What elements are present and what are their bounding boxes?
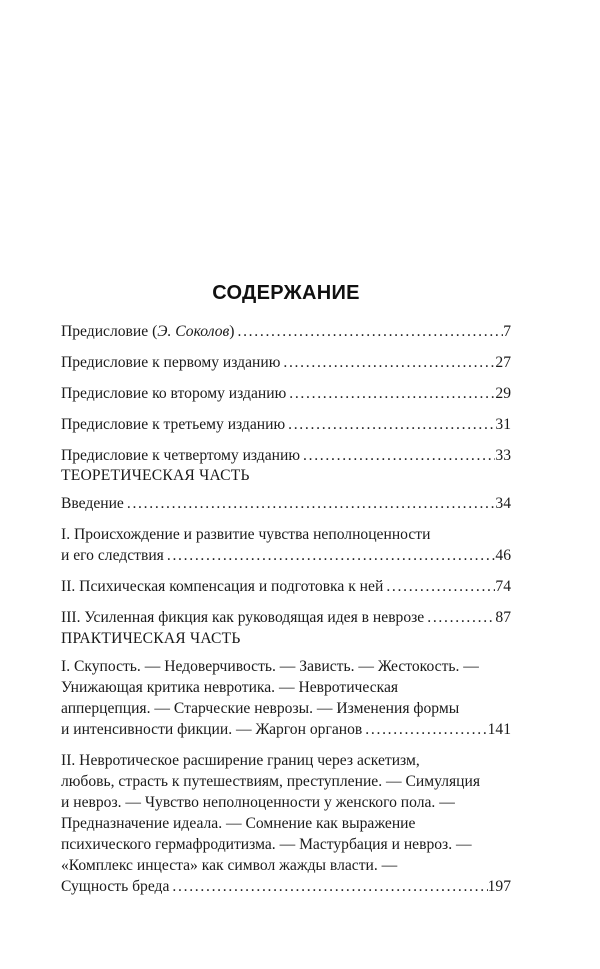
section-heading: ТЕОРЕТИЧЕСКАЯ ЧАСТЬ	[61, 467, 250, 484]
leader-dots	[286, 383, 495, 404]
page-number: 29	[495, 385, 511, 402]
leader-dots	[169, 876, 487, 897]
entry-title: Предисловие к третьему изданию	[61, 416, 286, 433]
entry-title-line: апперцепция. — Старческие неврозы. — Изменения формы	[61, 700, 460, 717]
leader-dots	[424, 607, 495, 628]
page-number: 141	[487, 721, 511, 738]
entry-title-line: Унижающая критика невротика. — Невротическая	[61, 679, 399, 696]
entry-title: Предисловие к четвертому изданию	[61, 447, 301, 464]
entry-title: Предисловие ко второму изданию	[61, 385, 287, 402]
leader-dots	[234, 321, 503, 342]
entry-title-line: любовь, страсть к путешествиям, преступление. — Симуляция	[61, 773, 481, 790]
toc-entry[interactable]	[61, 493, 511, 514]
entry-title: Сущность бреда	[61, 878, 170, 895]
page-number: 33	[495, 447, 511, 464]
page-number: 31	[495, 416, 511, 433]
entry-title: III. Усиленная фикция как руководящая идея в неврозе	[61, 609, 425, 626]
toc-entry[interactable]	[61, 321, 511, 342]
entry-title: Предисловие (	[61, 323, 158, 340]
page-number: 197	[487, 878, 511, 895]
toc-title: СОДЕРЖАНИЕ	[212, 282, 360, 304]
page-number: 34	[495, 495, 511, 512]
entry-title-line: и невроз. — Чувство неполноценности у женского пола. —	[61, 794, 455, 811]
toc-entry[interactable]	[61, 607, 511, 628]
toc-entry[interactable]	[61, 656, 511, 740]
leader-dots	[383, 576, 495, 597]
toc-entry[interactable]	[61, 414, 511, 435]
entry-author: Э. Соколов	[157, 323, 230, 340]
leader-dots	[280, 352, 495, 373]
entry-title-line: I. Происхождение и развитие чувства неполноценности	[61, 526, 431, 543]
entry-title-line: «Комплекс инцеста» как символ жажды власти. —	[61, 857, 398, 874]
entry-title: Введение	[61, 495, 124, 512]
toc-entry[interactable]	[61, 576, 511, 597]
entry-title-line: I. Скупость. — Недоверчивость. — Зависть. — Жестокость. —	[61, 658, 479, 675]
toc-entry[interactable]	[61, 352, 511, 373]
theoretical-section	[61, 465, 511, 628]
entry-title: Предисловие к первому изданию	[61, 354, 281, 371]
toc-entry[interactable]	[61, 524, 511, 566]
entry-title-line: II. Невротическое расширение границ через аскетизм,	[61, 752, 420, 769]
toc-entry[interactable]	[61, 750, 511, 897]
entry-title: II. Психическая компенсация и подготовка к ней	[61, 578, 384, 595]
page-number: 74	[495, 578, 511, 595]
leader-dots	[124, 493, 496, 514]
leader-dots	[362, 719, 487, 740]
entry-title-suffix: )	[229, 323, 235, 340]
page-number: 7	[503, 323, 511, 340]
practical-section	[61, 628, 511, 897]
page-number: 46	[495, 547, 511, 564]
leader-dots	[285, 414, 495, 435]
entry-title-line: Предназначение идеала. — Сомнение как выражение	[61, 815, 416, 832]
prefaces-list	[61, 321, 511, 466]
toc-entry[interactable]	[61, 383, 511, 404]
entry-title: и интенсивности фикции. — Жаргон органов	[61, 721, 363, 738]
page-number: 27	[495, 354, 511, 371]
section-heading: ПРАКТИЧЕСКАЯ ЧАСТЬ	[61, 630, 241, 647]
entry-title: и его следствия	[61, 547, 164, 564]
toc-entry[interactable]	[61, 445, 511, 466]
leader-dots	[300, 445, 495, 466]
page-number: 87	[495, 609, 511, 626]
leader-dots	[164, 545, 496, 566]
entry-title-line: психического гермафродитизма. — Мастурбация и невроз. —	[61, 836, 472, 853]
